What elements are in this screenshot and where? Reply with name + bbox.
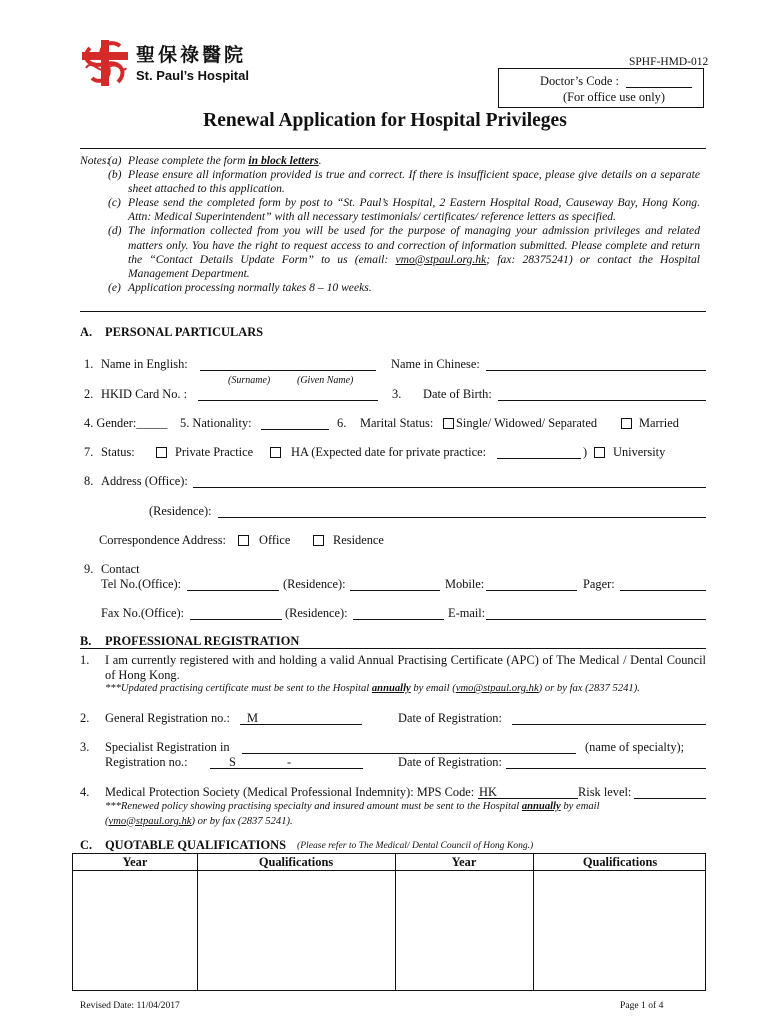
page-title: Renewal Application for Hospital Privileges xyxy=(203,110,567,131)
correspondence-office-checkbox[interactable] xyxy=(238,535,249,546)
correspondence-label: Correspondence Address: xyxy=(99,533,226,547)
fax-office-field[interactable] xyxy=(190,619,282,620)
col-header-year-2: Year xyxy=(451,855,477,869)
q1-num: 1. xyxy=(84,357,94,371)
office-use-box xyxy=(498,68,704,108)
gender-label: 4. Gender:_____ xyxy=(84,416,168,430)
specialist-reg-prefix: S xyxy=(229,755,236,769)
b-q1-note-mid: by email ( xyxy=(410,683,456,694)
private-checkbox[interactable] xyxy=(156,447,167,458)
note-d-text: The information collected from you will be used for the purpose of managing your admission privileges and related matters only. You have the right to request access to and correction of information submitted. Please complete and return the “Contact Details Update Form” to us (email: xyxy=(128,224,700,266)
mobile-label: Mobile: xyxy=(445,577,485,591)
note-a-prefix: (a) xyxy=(108,154,122,167)
note-d-email-link[interactable]: vmo@stpaul.org.hk xyxy=(395,252,487,266)
b-q1-note xyxy=(105,683,640,694)
logo-english-name: St. Paul’s Hospital xyxy=(136,68,249,83)
revised-date: Revised Date: 11/04/2017 xyxy=(80,1000,180,1011)
single-checkbox[interactable] xyxy=(443,418,454,429)
hkid-field[interactable] xyxy=(198,400,378,401)
specialist-field[interactable] xyxy=(242,753,576,754)
b-q4-note-text: ***Renewed policy showing practising specialty and insured amount must be sent to the Hospital xyxy=(105,801,522,812)
correspondence-residence-label: Residence xyxy=(333,533,384,547)
note-d-prefix: (d) xyxy=(108,224,122,238)
b-q4-note-end: ) or by fax (2837 5241). xyxy=(191,815,293,827)
section-b-letter: B. xyxy=(80,634,92,648)
b-q1-text: I am currently registered with and holding a valid Annual Practising Certificate (APC) of The Medical / Dental Council of Hong Kong. xyxy=(105,653,706,682)
note-d xyxy=(108,224,700,280)
tel-office-label: Tel No.(Office): xyxy=(101,577,182,591)
hospital-logo xyxy=(80,38,248,88)
logo-chinese-name: 聖保祿醫院 xyxy=(136,44,247,66)
note-e-text: Application processing normally takes 8 – 10 weeks. xyxy=(128,280,372,294)
q8-num: 8. xyxy=(84,474,94,488)
q3-num: 3. xyxy=(392,387,402,401)
section-c-letter: C. xyxy=(80,838,93,852)
page-number: Page 1 of 4 xyxy=(620,1000,664,1011)
note-a-end: . xyxy=(318,154,322,167)
address-office-field[interactable] xyxy=(193,487,706,488)
ha-close: ) xyxy=(583,445,588,459)
b-q4-note-emphasis: annually xyxy=(521,801,561,812)
doctor-code-label: Doctor’s Code : xyxy=(540,74,619,88)
b-q3-num: 3. xyxy=(80,740,90,754)
specialist-reg-dash: - xyxy=(287,755,292,769)
mobile-field[interactable] xyxy=(486,590,577,591)
name-english-label: Name in English: xyxy=(101,357,188,371)
address-residence-field[interactable] xyxy=(218,517,706,518)
qualifications-entry-area[interactable] xyxy=(73,871,705,990)
section-b-rule xyxy=(80,648,706,649)
specialist-reg-label: Specialist Registration in xyxy=(105,740,230,754)
mps-prefix: HK xyxy=(479,785,497,799)
status-label: Status: xyxy=(101,445,135,459)
q7-num: 7. xyxy=(84,445,94,459)
name-chinese-field[interactable] xyxy=(486,370,706,371)
ha-checkbox[interactable] xyxy=(270,447,281,458)
specialist-date-field[interactable] xyxy=(506,768,706,769)
note-c xyxy=(108,196,700,224)
note-d-end: ; fax: 28375241) or contact the Hospital Management Department. xyxy=(128,252,700,280)
note-e-prefix: (e) xyxy=(108,280,121,294)
note-a xyxy=(108,154,700,168)
note-b-text: Please ensure all information provided is true and correct. If there is insufficient space, please give details on a separate sheet attached to this application. xyxy=(128,168,700,196)
note-e xyxy=(108,280,700,295)
note-c-prefix: (c) xyxy=(108,196,121,210)
correspondence-residence-checkbox[interactable] xyxy=(313,535,324,546)
b-q1-note-text: ***Updated practising certificate must be sent to the Hospital xyxy=(105,683,372,694)
contact-label: Contact xyxy=(101,562,140,576)
notes-label: Notes: xyxy=(80,154,111,167)
name-english-field[interactable] xyxy=(200,370,376,371)
b-q1-note-emphasis: annually xyxy=(371,683,411,694)
mps-label: Medical Protection Society (Medical Professional Indemnity): MPS Code: xyxy=(105,785,475,799)
dob-label: Date of Birth: xyxy=(423,387,492,401)
general-date-field[interactable] xyxy=(512,724,706,725)
fax-office-label: Fax No.(Office): xyxy=(101,606,185,620)
general-reg-field[interactable] xyxy=(240,724,362,725)
specialist-date-label: Date of Registration: xyxy=(398,755,502,769)
married-label: Married xyxy=(639,416,679,430)
q2-num: 2. xyxy=(84,387,94,401)
marital-label: Marital Status: xyxy=(360,416,434,430)
nationality-label: 5. Nationality: xyxy=(180,416,252,430)
b-q1-note-end: ) or by fax (2837 5241). xyxy=(538,683,640,694)
section-c-subtitle: (Please refer to The Medical/ Dental Council of Hong Kong.) xyxy=(297,840,534,851)
risk-field[interactable] xyxy=(634,798,706,799)
b-q1-num: 1. xyxy=(80,653,90,667)
address-office-label: Address (Office): xyxy=(101,474,188,488)
nationality-field[interactable] xyxy=(261,429,329,430)
hospital-emblem-icon xyxy=(80,38,130,88)
private-label: Private Practice xyxy=(175,445,254,459)
email-label: E-mail: xyxy=(448,606,486,620)
notes-block xyxy=(108,154,700,295)
tel-residence-field[interactable] xyxy=(350,590,440,591)
b-q4-note: ***Renewed policy showing practising specialty and insured amount must be sent to the Hospital annually by email (vmo@stpaul.org.hk) or by fax (2837 5241). xyxy=(105,801,600,827)
hkid-label: HKID Card No. : xyxy=(101,387,188,401)
note-b xyxy=(108,168,700,196)
tel-residence-label: (Residence): xyxy=(283,577,346,591)
col-header-qualifications-2: Qualifications xyxy=(582,855,658,869)
notes-bottom-rule xyxy=(80,311,706,312)
surname-hint: (Surname) xyxy=(228,375,271,386)
q6-num: 6. xyxy=(337,416,347,430)
single-label: Single/ Widowed/ Separated xyxy=(456,416,598,430)
specialist-reg-no-label: Registration no.: xyxy=(105,755,188,769)
given-name-hint: (Given Name) xyxy=(297,375,354,386)
note-a-emphasis: in block letters xyxy=(248,154,319,167)
correspondence-office-label: Office xyxy=(259,533,291,547)
dob-field[interactable] xyxy=(498,400,706,401)
col-header-qualifications-1: Qualifications xyxy=(258,855,334,869)
tel-office-field[interactable] xyxy=(187,590,279,591)
note-b-prefix: (b) xyxy=(108,168,122,182)
b-q4-note-mid: by email xyxy=(560,801,600,812)
office-use-note: (For office use only) xyxy=(563,90,665,104)
section-a-title: PERSONAL PARTICULARS xyxy=(105,325,264,339)
fax-residence-field[interactable] xyxy=(353,619,444,620)
notes-top-rule xyxy=(80,148,706,149)
section-b-title: PROFESSIONAL REGISTRATION xyxy=(105,634,300,648)
b-q4-email-link[interactable]: vmo@stpaul.org.hk xyxy=(108,815,192,827)
b-q2-num: 2. xyxy=(80,711,90,725)
note-a-text: Please complete the form xyxy=(128,154,249,167)
q9-num: 9. xyxy=(84,562,94,576)
address-residence-label: (Residence): xyxy=(149,504,212,518)
specialty-hint: (name of specialty); xyxy=(585,740,685,754)
risk-label: Risk level: xyxy=(578,785,632,799)
general-reg-label: General Registration no.: xyxy=(105,711,230,725)
section-c-title: QUOTABLE QUALIFICATIONS xyxy=(105,838,286,852)
section-a-letter: A. xyxy=(80,325,93,339)
pager-label: Pager: xyxy=(583,577,615,591)
pager-field[interactable] xyxy=(620,590,706,591)
fax-residence-label: (Residence): xyxy=(285,606,348,620)
general-reg-prefix: M xyxy=(247,711,259,725)
university-label: University xyxy=(613,445,666,459)
ha-date-field[interactable] xyxy=(497,458,581,459)
married-checkbox[interactable] xyxy=(621,418,632,429)
doctor-code-field[interactable] xyxy=(626,87,692,88)
email-field[interactable] xyxy=(486,619,706,620)
col-header-year-1: Year xyxy=(122,855,148,869)
ha-label: HA (Expected date for private practice: xyxy=(291,445,487,459)
form-code: SPHF-HMD-012 xyxy=(629,56,709,68)
b-q1-email-link[interactable]: vmo@stpaul.org.hk xyxy=(455,683,539,694)
qualifications-table xyxy=(72,853,706,991)
note-c-text: Please send the completed form by post to “St. Paul’s Hospital, 2 Eastern Hospital Road, Causeway Bay, Hong Kong. Attn: Medical Superintendent” with all necessary testimonials/ certificates/ reference letters as specified. xyxy=(128,196,700,224)
university-checkbox[interactable] xyxy=(594,447,605,458)
b-q4-num: 4. xyxy=(80,785,90,799)
general-date-label: Date of Registration: xyxy=(398,711,502,725)
name-chinese-label: Name in Chinese: xyxy=(391,357,480,371)
